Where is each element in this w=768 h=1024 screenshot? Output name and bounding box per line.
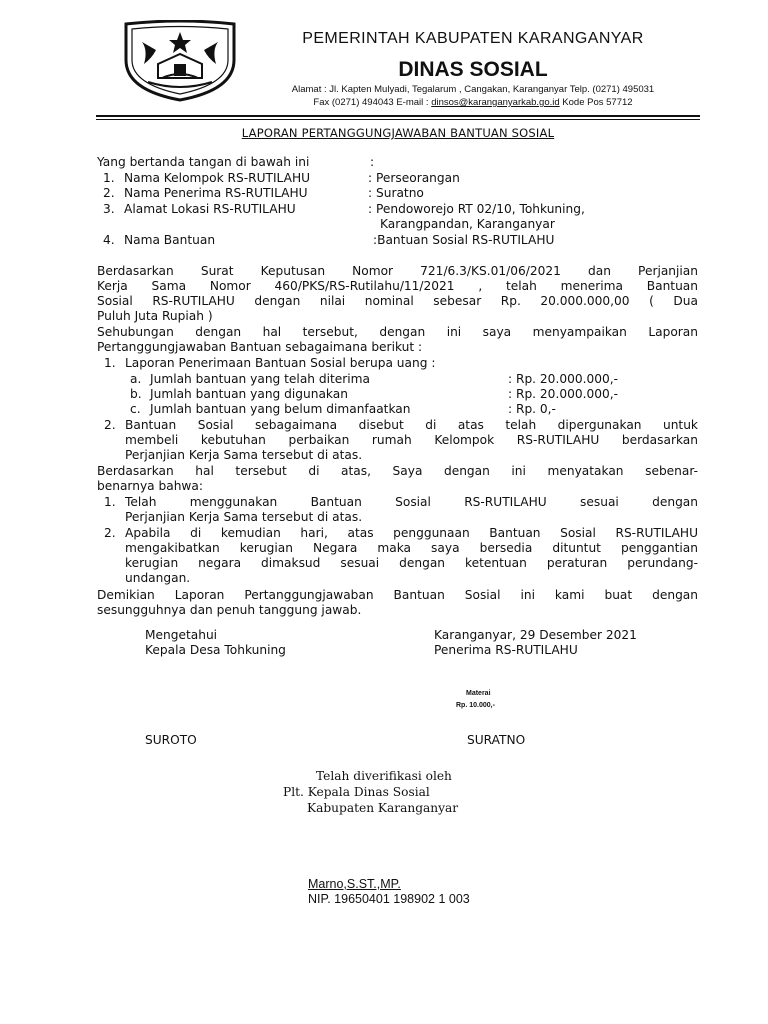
list-item-text: undangan. (125, 571, 191, 585)
email-link[interactable]: dinsos@karanganyarkab.go.id (431, 97, 560, 108)
postcode-text: Kode Pos 57712 (559, 97, 633, 108)
body-line: Sehubungan dengan hal tersebut, dengan ini saya menyampaikan Laporan (97, 325, 698, 339)
fax-text: Fax (0271) 494043 E-mail : (313, 97, 432, 108)
list-item-text: Perjanjian Kerja Sama tersebut di atas. (125, 448, 363, 462)
identity-intro: Yang bertanda tangan di bawah ini (97, 155, 310, 169)
identity-row-number: 4. (103, 233, 115, 247)
official-name: Marno,S.ST.,MP. (308, 877, 401, 891)
sub-item-label: Jumlah bantuan yang belum dimanfaatkan (150, 402, 411, 416)
body-line: sesungguhnya dan penuh tanggung jawab. (97, 603, 362, 617)
identity-row-label: Alamat Lokasi RS-RUTILAHU (124, 202, 296, 216)
letterhead-divider-thick (96, 115, 700, 117)
identity-row-label: Nama Bantuan (124, 233, 216, 247)
address-line-1: Alamat : Jl. Kapten Mulyadi, Tegalarum , Cangakan, Karanganyar Telp. (0271) 495031 (291, 84, 655, 95)
stamp-duty-value: Rp. 10.000,- (456, 702, 495, 709)
body-line: Pertanggungjawaban Bantuan sebagaimana berikut : (97, 340, 423, 354)
stamp-duty-label: Materai (466, 690, 491, 697)
identity-row-value: : Suratno (368, 186, 424, 200)
body-line: Puluh Juta Rupiah ) (97, 309, 213, 323)
body-line: benarnya bahwa: (97, 479, 203, 493)
identity-row-number: 2. (103, 186, 115, 200)
list-number: 2. (104, 526, 116, 540)
body-line: Berdasarkan Surat Keputusan Nomor 721/6.3/KS.01/06/2021 dan Perjanjian (97, 264, 698, 278)
verification-heading: Telah diverifikasi oleh (316, 769, 452, 783)
list-item-text: kerugian negara dimaksud sesuai dengan ketentuan peraturan perundang- (125, 556, 698, 570)
place-date: Karanganyar, 29 Desember 2021 (434, 628, 637, 642)
verification-title: Plt. Kepala Dinas Sosial (283, 785, 430, 799)
list-number: 1. (104, 356, 116, 370)
identity-row-number: 1. (103, 171, 115, 185)
identity-row-value: :Bantuan Sosial RS-RUTILAHU (373, 233, 555, 247)
sub-item-letter: b. (130, 387, 142, 401)
right-signatory-name: SURATNO (467, 733, 526, 747)
sub-item-value: : Rp. 20.000.000,- (508, 372, 618, 386)
sub-item-value: : Rp. 20.000.000,- (508, 387, 618, 401)
list-number: 2. (104, 418, 116, 432)
letterhead-divider-thin (96, 119, 700, 120)
regency-emblem-icon (118, 20, 242, 102)
body-line: Kerja Sama Nomor 460/PKS/RS-Rutilahu/11/2021 , telah menerima Bantuan (97, 279, 698, 293)
department-name: DINAS SOSIAL (398, 58, 548, 81)
sub-item-label: Jumlah bantuan yang digunakan (150, 387, 348, 401)
body-line: Sosial RS-RUTILAHU dengan nilai nominal sebesar Rp. 20.000.000,00 ( Dua (97, 294, 698, 308)
identity-row-label: Nama Penerima RS-RUTILAHU (124, 186, 308, 200)
list-item-text: Laporan Penerimaan Bantuan Sosial berupa uang : (125, 356, 436, 370)
body-line: Berdasarkan hal tersebut di atas, Saya dengan ini menyatakan sebenar- (97, 464, 698, 478)
left-signature-title: Kepala Desa Tohkuning (145, 643, 286, 657)
list-item-text: Perjanjian Kerja Sama tersebut di atas. (125, 510, 363, 524)
sub-item-label: Jumlah bantuan yang telah diterima (150, 372, 371, 386)
left-signature-heading: Mengetahui (145, 628, 218, 642)
list-number: 1. (104, 495, 116, 509)
list-item-text: Apabila di kemudian hari, atas penggunaan Bantuan Sosial RS-RUTILAHU (125, 526, 698, 540)
government-name: PEMERINTAH KABUPATEN KARANGANYAR (302, 30, 644, 47)
identity-row-value: : Perseorangan (368, 171, 460, 185)
list-item-text: membeli kebutuhan perbaikan rumah Kelompok RS-RUTILAHU berdasarkan (125, 433, 698, 447)
sub-item-letter: c. (130, 402, 141, 416)
verification-institution: Kabupaten Karanganyar (307, 801, 459, 815)
identity-row-value: : Pendoworejo RT 02/10, Tohkuning, (368, 202, 585, 216)
identity-row-label: Nama Kelompok RS-RUTILAHU (124, 171, 311, 185)
body-line: Demikian Laporan Pertanggungjawaban Bantuan Sosial ini kami buat dengan (97, 588, 698, 602)
left-signatory-name: SUROTO (145, 733, 197, 747)
identity-intro-colon: : (370, 155, 375, 169)
sub-item-value: : Rp. 0,- (508, 402, 556, 416)
sub-item-letter: a. (130, 372, 142, 386)
address-line-2 (240, 97, 706, 108)
list-item-text: mengakibatkan kerugian Negara maka saya bersedia dituntut penggantian (125, 541, 698, 555)
identity-row-value-continued: Karangpandan, Karanganyar (380, 217, 555, 231)
identity-row-number: 3. (103, 202, 115, 216)
right-signature-title: Penerima RS-RUTILAHU (434, 643, 578, 657)
document-title: LAPORAN PERTANGGUNGJAWABAN BANTUAN SOSIAL (241, 126, 555, 140)
official-nip: NIP. 19650401 198902 1 003 (308, 892, 470, 906)
list-item-text: Bantuan Sosial sebagaimana disebut di atas telah dipergunakan untuk (125, 418, 698, 432)
list-item-text: Telah menggunakan Bantuan Sosial RS-RUTILAHU sesuai dengan (125, 495, 698, 509)
